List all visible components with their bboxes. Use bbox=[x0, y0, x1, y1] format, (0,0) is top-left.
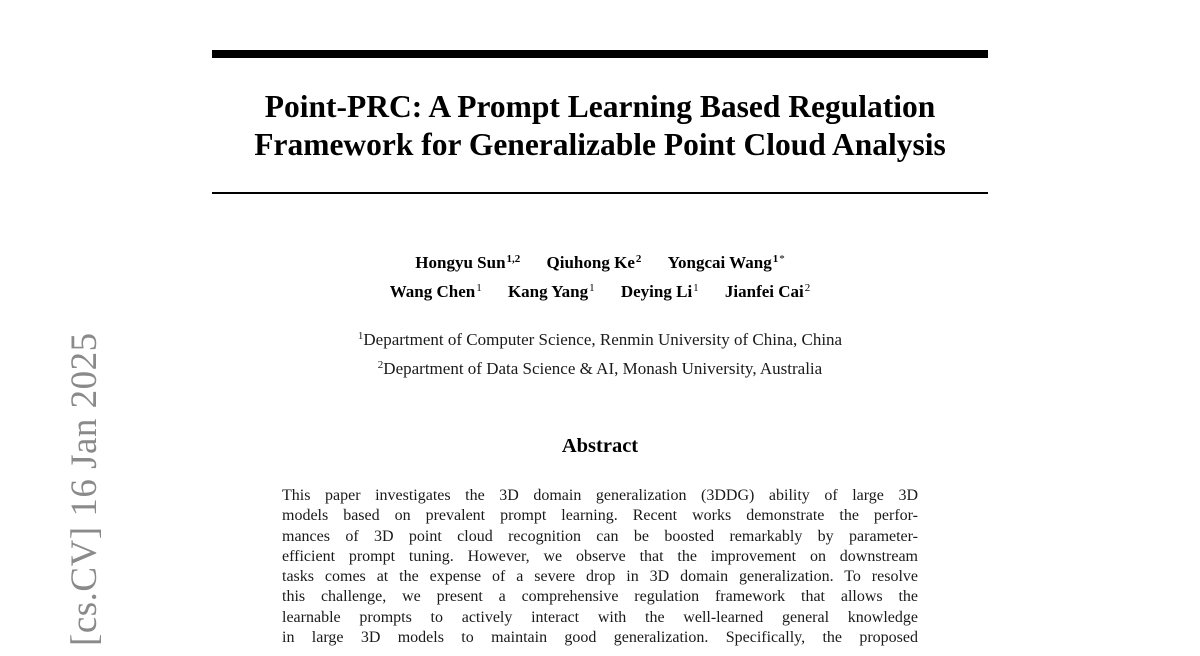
author-affiliation-mark: 2 bbox=[804, 282, 811, 294]
author-affiliation-mark: 1 bbox=[589, 282, 595, 294]
corresponding-author-mark: * bbox=[779, 253, 785, 265]
arxiv-side-stamp bbox=[28, 316, 105, 656]
title-top-rule bbox=[212, 50, 988, 58]
author-line-1 bbox=[212, 248, 988, 277]
author-name: Deying Li bbox=[620, 282, 693, 301]
affiliation-text: Department of Computer Science, Renmin University of China, China bbox=[363, 330, 843, 349]
abstract-line: efficient prompt tuning. However, we observe that the improvement on downstream bbox=[282, 547, 918, 565]
author-name: Jianfei Cai bbox=[724, 282, 804, 301]
author bbox=[547, 248, 642, 277]
abstract-body bbox=[282, 486, 918, 648]
title-line: Point-PRC: A Prompt Learning Based Regulation bbox=[264, 89, 936, 124]
affiliation-block bbox=[212, 325, 988, 383]
affiliation bbox=[212, 325, 988, 354]
affiliation-text: Department of Data Science & AI, Monash University, Australia bbox=[383, 359, 823, 378]
author bbox=[415, 248, 520, 277]
affiliation bbox=[212, 354, 988, 383]
author bbox=[725, 277, 810, 306]
author-line-2 bbox=[212, 277, 988, 306]
abstract-line: learnable prompts to actively interact with the well-learned general knowledge bbox=[282, 608, 918, 626]
author-name: Qiuhong Ke bbox=[546, 253, 635, 272]
abstract-line: tasks comes at the expense of a severe drop in 3D domain generalization. To resolve bbox=[282, 568, 918, 586]
author-name: Hongyu Sun bbox=[415, 253, 506, 272]
title-bottom-rule bbox=[212, 192, 988, 194]
abstract-line: this challenge, we present a comprehensive regulation framework that allows the bbox=[282, 588, 918, 606]
author-affiliation-mark: 1 bbox=[476, 282, 482, 294]
abstract-line: models based on prevalent prompt learning. Recent works demonstrate the perfor- bbox=[282, 507, 918, 525]
affiliation-number: 2 bbox=[377, 359, 384, 371]
author-name: Yongcai Wang bbox=[667, 253, 772, 272]
author bbox=[621, 277, 699, 306]
arxiv-stamp-text: [cs.CV] 16 Jan 2025 bbox=[64, 332, 105, 646]
author-affiliation-mark: 1,2 bbox=[506, 253, 521, 265]
title-line: Framework for Generalizable Point Cloud Analysis bbox=[254, 127, 946, 162]
affiliation-number: 1 bbox=[357, 330, 364, 342]
abstract-line: mances of 3D point cloud recognition can be boosted remarkably by parameter- bbox=[282, 527, 918, 545]
abstract-line: This paper investigates the 3D domain generalization (3DDG) ability of large 3D bbox=[282, 487, 918, 504]
author bbox=[668, 248, 785, 277]
author-affiliation-mark: 1 bbox=[693, 282, 699, 294]
author-affiliation-mark: 1 bbox=[772, 253, 779, 265]
abstract-line: in large 3D models to maintain good generalization. Specifically, the proposed bbox=[282, 629, 918, 647]
author bbox=[390, 277, 482, 306]
author-name: Kang Yang bbox=[507, 282, 589, 301]
author-block bbox=[212, 248, 988, 306]
author-affiliation-mark: 2 bbox=[635, 253, 642, 265]
author bbox=[508, 277, 595, 306]
author-name: Wang Chen bbox=[389, 282, 476, 301]
paper-title bbox=[212, 88, 988, 164]
abstract-heading: Abstract bbox=[561, 435, 639, 457]
